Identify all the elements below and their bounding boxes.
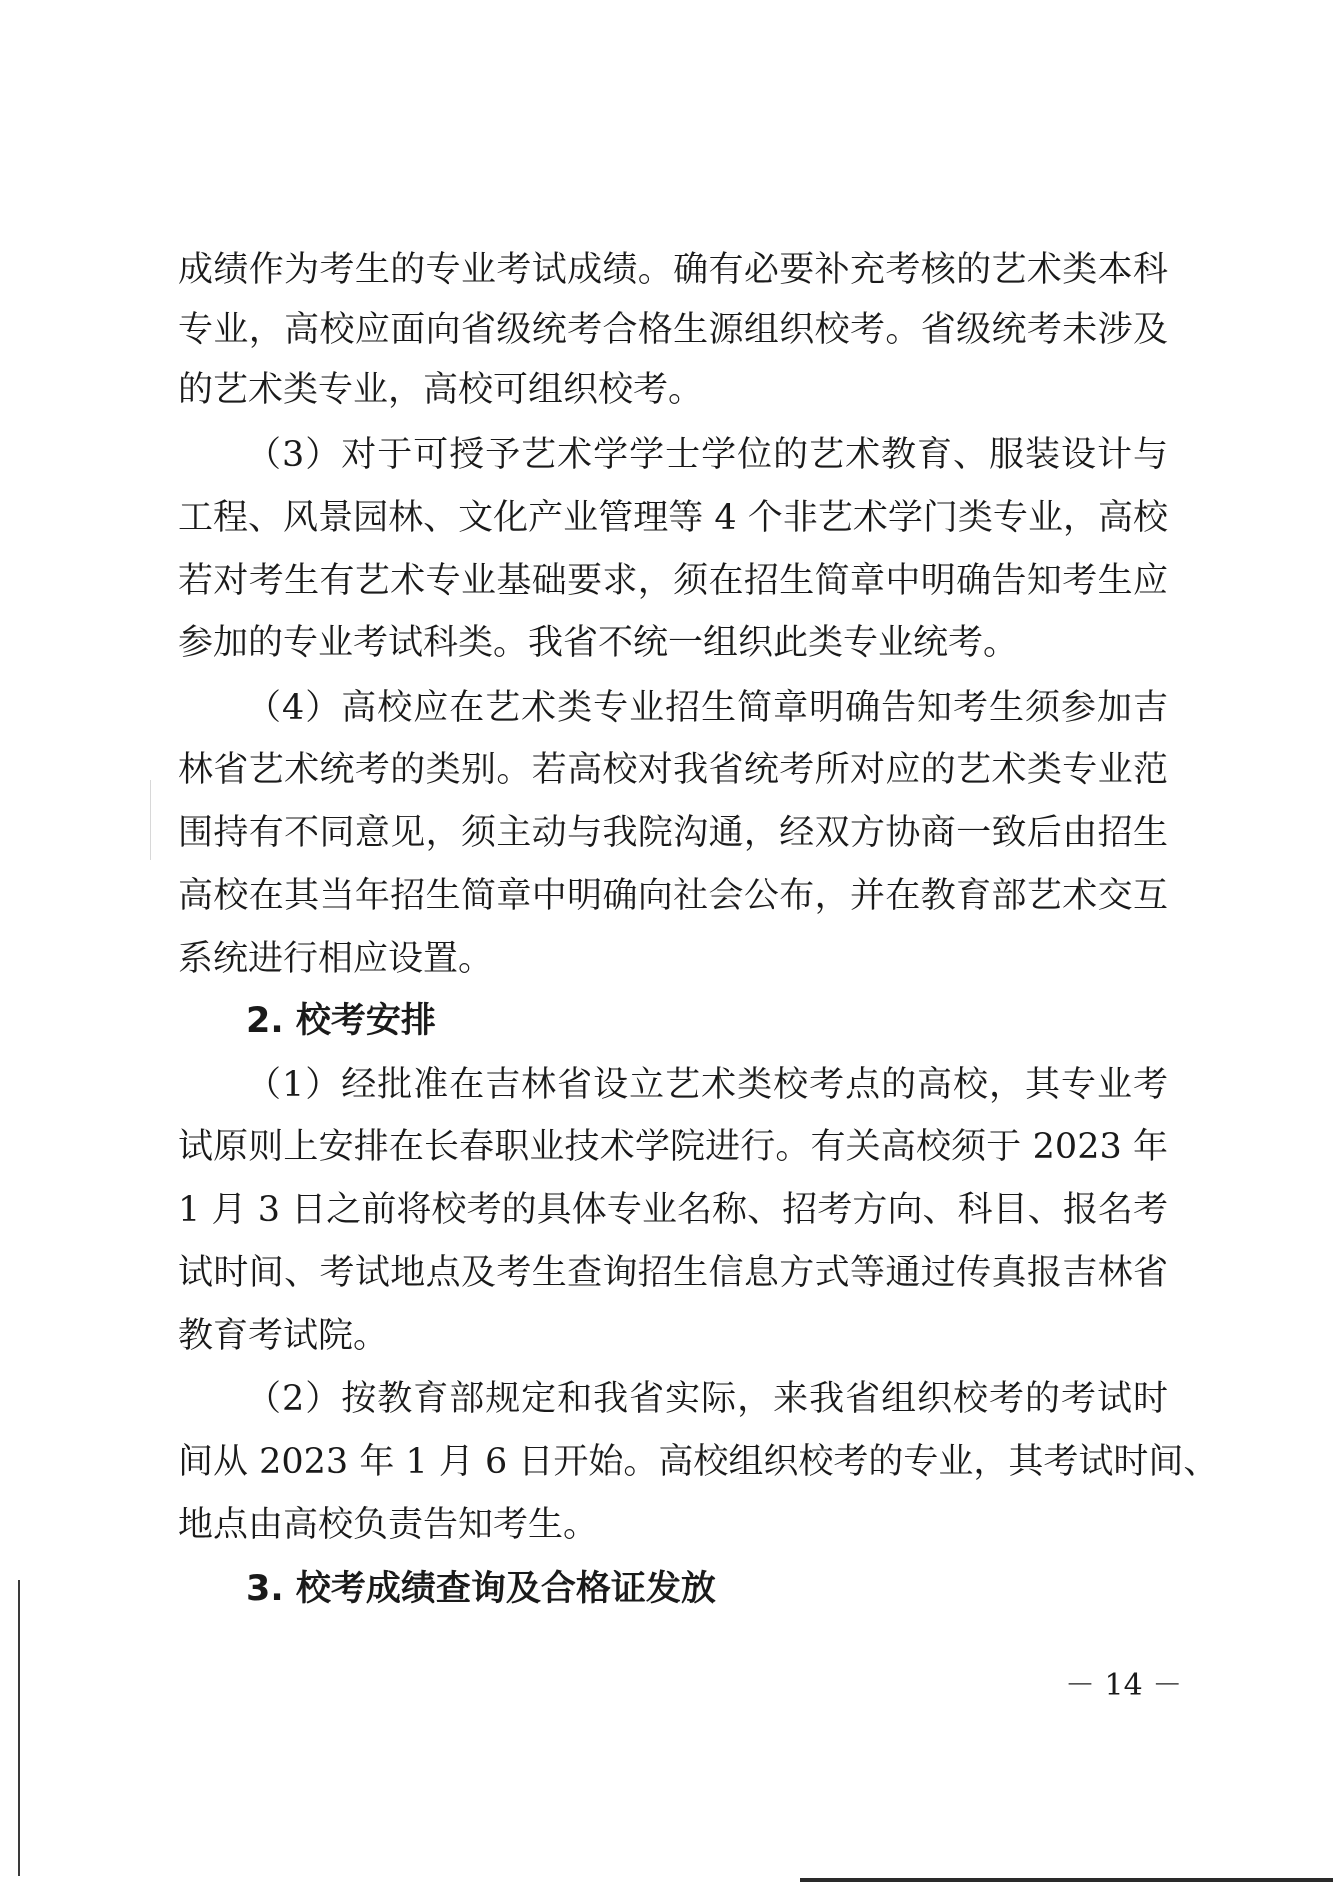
page-number: － 14 － <box>1065 1668 1183 1703</box>
scan-bottom-edge <box>800 1878 1333 1882</box>
body-line: 试时间、考试地点及考生查询招生信息方式等通过传真报吉林省 <box>178 1253 1168 1293</box>
body-line: 高校在其当年招生简章中明确向社会公布，并在教育部艺术交互 <box>178 876 1168 916</box>
paragraph-3-first-line: （3）对于可授予艺术学学士学位的艺术教育、服装设计与 <box>246 435 1168 475</box>
scan-edge-mark <box>150 780 151 860</box>
paragraph-2-2-first-line: （2）按教育部规定和我省实际，来我省组织校考的考试时 <box>246 1379 1168 1419</box>
scan-left-edge <box>18 1580 20 1876</box>
paragraph-2-1-first-line: （1）经批准在吉林省设立艺术类校考点的高校，其专业考 <box>246 1065 1168 1105</box>
body-line: 成绩作为考生的专业考试成绩。确有必要补充考核的艺术类本科 <box>178 250 1168 290</box>
body-line: 地点由高校负责告知考生。 <box>178 1505 599 1545</box>
body-line: 1 月 3 日之前将校考的具体专业名称、招考方向、科目、报名考 <box>178 1190 1168 1230</box>
body-line: 林省艺术统考的类别。若高校对我省统考所对应的艺术类专业范 <box>178 750 1168 790</box>
section-heading-3: 3. 校考成绩查询及合格证发放 <box>246 1569 716 1609</box>
body-line: 参加的专业考试科类。我省不统一组织此类专业统考。 <box>178 623 1019 663</box>
body-line: 工程、风景园林、文化产业管理等 4 个非艺术学门类专业，高校 <box>178 498 1168 538</box>
body-line: 教育考试院。 <box>178 1316 389 1356</box>
paragraph-4-first-line: （4）高校应在艺术类专业招生简章明确告知考生须参加吉 <box>246 688 1168 728</box>
section-heading-2: 2. 校考安排 <box>246 1001 436 1041</box>
body-line: 间从 2023 年 1 月 6 日开始。高校组织校考的专业，其考试时间、 <box>178 1442 1219 1482</box>
body-line: 的艺术类专业，高校可组织校考。 <box>178 370 704 410</box>
body-line: 系统进行相应设置。 <box>178 939 494 979</box>
body-line: 试原则上安排在长春职业技术学院进行。有关高校须于 2023 年 <box>178 1127 1168 1167</box>
body-line: 若对考生有艺术专业基础要求，须在招生简章中明确告知考生应 <box>178 561 1168 601</box>
body-line: 围持有不同意见，须主动与我院沟通，经双方协商一致后由招生 <box>178 813 1168 853</box>
body-line: 专业，高校应面向省级统考合格生源组织校考。省级统考未涉及 <box>178 310 1168 350</box>
